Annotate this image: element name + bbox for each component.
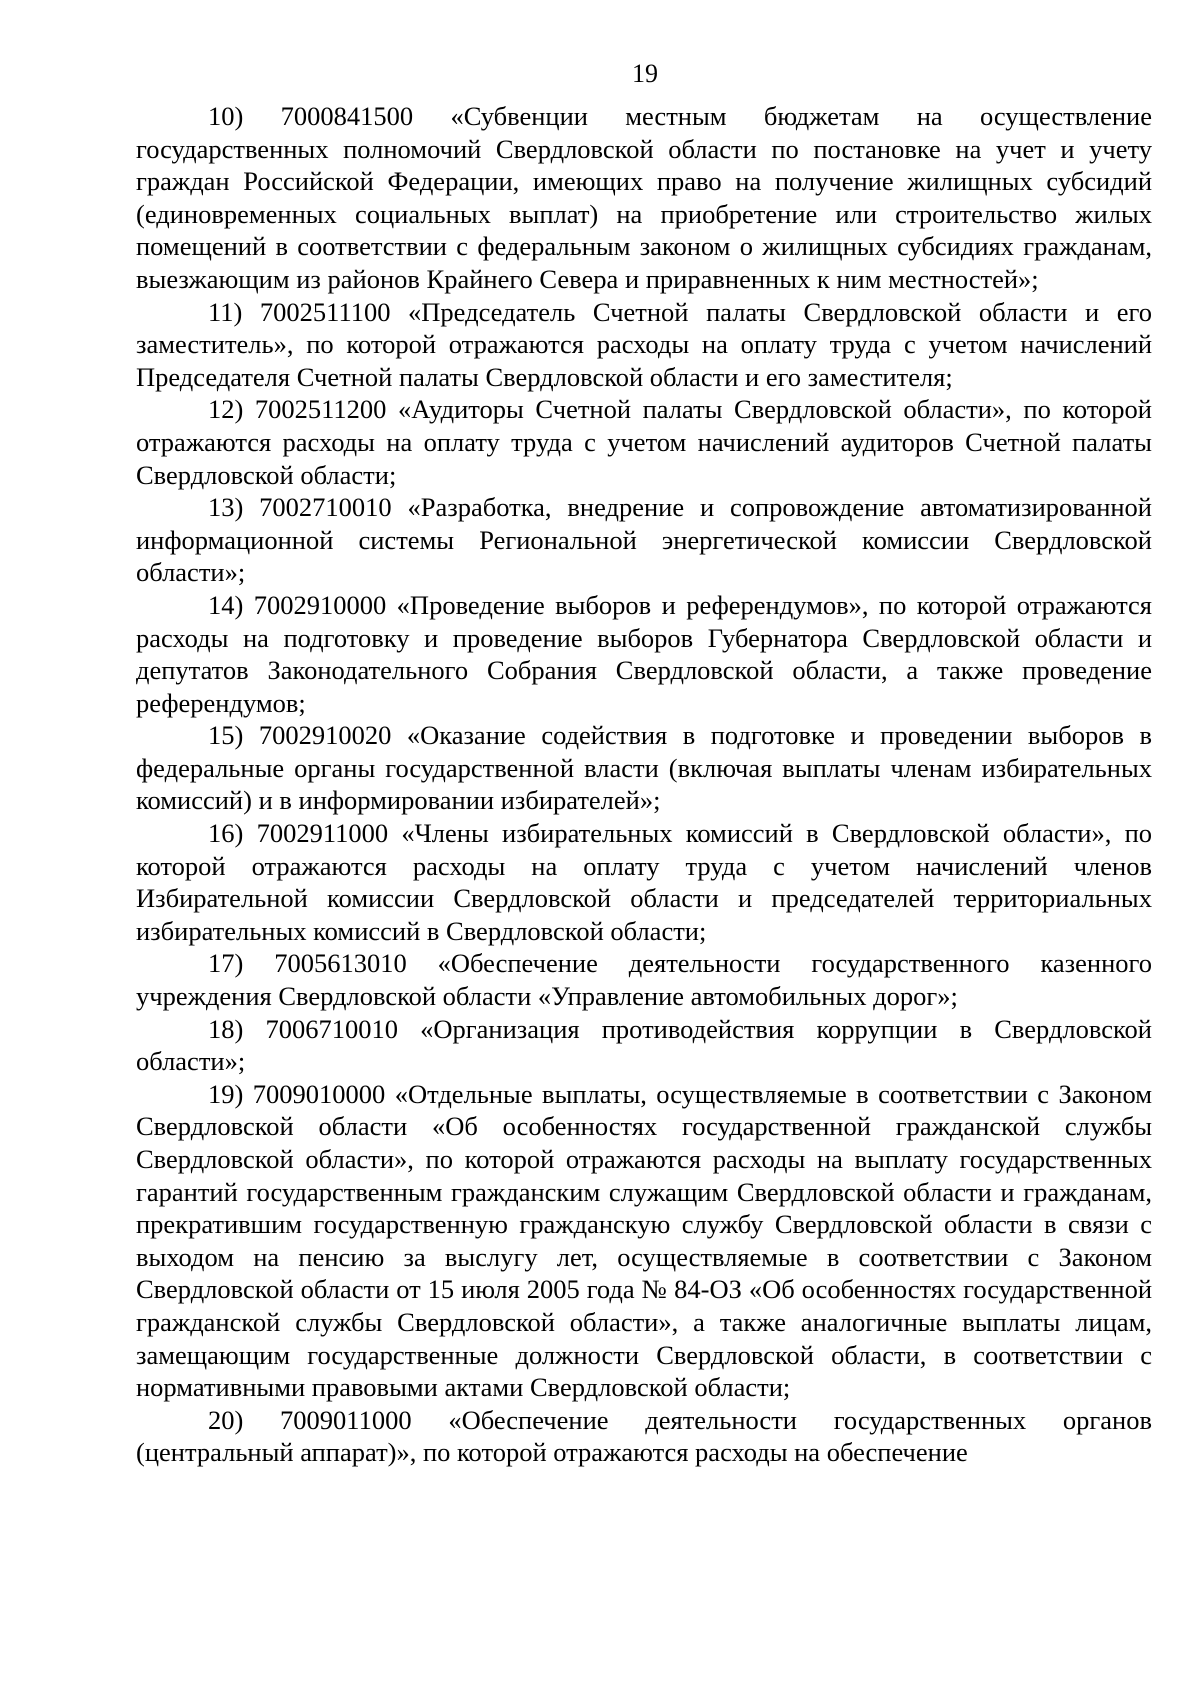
clause-18: 18) 7006710010 «Организация противодействия коррупции в Свердловской области»; [136, 1013, 1152, 1077]
page-number: 19 [632, 59, 658, 88]
clause-15: 15) 7002910020 «Оказание содействия в подготовке и проведении выборов в федеральные органы государственной власти (включая выплаты членам избирательных комиссий) и в информировании избирателей»; [136, 720, 1152, 816]
clause-20: 20) 7009011000 «Обеспечение деятельности государственных органов (центральный аппарат)», по которой отражаются расходы на обеспечение [136, 1404, 1152, 1468]
clause-12: 12) 7002511200 «Аудиторы Счетной палаты Свердловской области», по которой отражаются расходы на оплату труда с учетом начислений аудиторов Счетной палаты Свердловской области; [136, 394, 1152, 490]
document-body [136, 100, 1152, 1469]
clause-13: 13) 7002710010 «Разработка, внедрение и сопровождение автоматизированной информационной системы Региональной энергетической комиссии Свердловской области»; [136, 492, 1152, 588]
clause-14: 14) 7002910000 «Проведение выборов и референдумов», по которой отражаются расходы на подготовку и проведение выборов Губернатора Свердловской области и депутатов Законодательного Собрания Свердловской области, а также проведение референдумов; [136, 589, 1152, 718]
clause-11: 11) 7002511100 «Председатель Счетной палаты Свердловской области и его заместитель», по которой отражаются расходы на оплату труда с учетом начислений Председателя Счетной палаты Свердловской области и его заместителя; [136, 296, 1152, 392]
clause-17: 17) 7005613010 «Обеспечение деятельности государственного казенного учреждения Свердловской области «Управление автомобильных дорог»; [136, 948, 1152, 1012]
clause-16: 16) 7002911000 «Члены избирательных комиссий в Свердловской области», по которой отражаются расходы на оплату труда с учетом начислений членов Избирательной комиссии Свердловской области и председателей территориальных избирательных комиссий в Свердловской области; [136, 818, 1152, 946]
clause-19: 19) 7009010000 «Отдельные выплаты, осуществляемые в соответствии с Законом Свердловской области «Об особенностях государственной гражданской службы Свердловской области», по которой отражаются расходы на выплату государственных гарантий государственным гражданским служащим Свердловской области и гражданам, прекратившим государственную гражданскую службу Свердловской области в связи с выходом на пенсию за выслугу лет, осуществляемые в соответствии с Законом Свердловской области от 15 июля 2005 года № 84-ОЗ «Об особенностях государственной гражданской службы Свердловской области», а также аналогичные выплаты лицам, замещающим государственные должности Свердловской области, в соответствии с нормативными правовыми актами Свердловской области; [136, 1078, 1152, 1403]
clause-10: 10) 7000841500 «Субвенции местным бюджетам на осуществление государственных полномочий Свердловской области по постановке на учет и учету граждан Российской Федерации, имеющих право на получение жилищных субсидий (единовременных социальных выплат) на приобретение или строительство жилых помещений в соответствии с федеральным законом о жилищных субсидиях гражданам, выезжающим из районов Крайнего Севера и приравненных к ним местностей»; [136, 101, 1152, 294]
